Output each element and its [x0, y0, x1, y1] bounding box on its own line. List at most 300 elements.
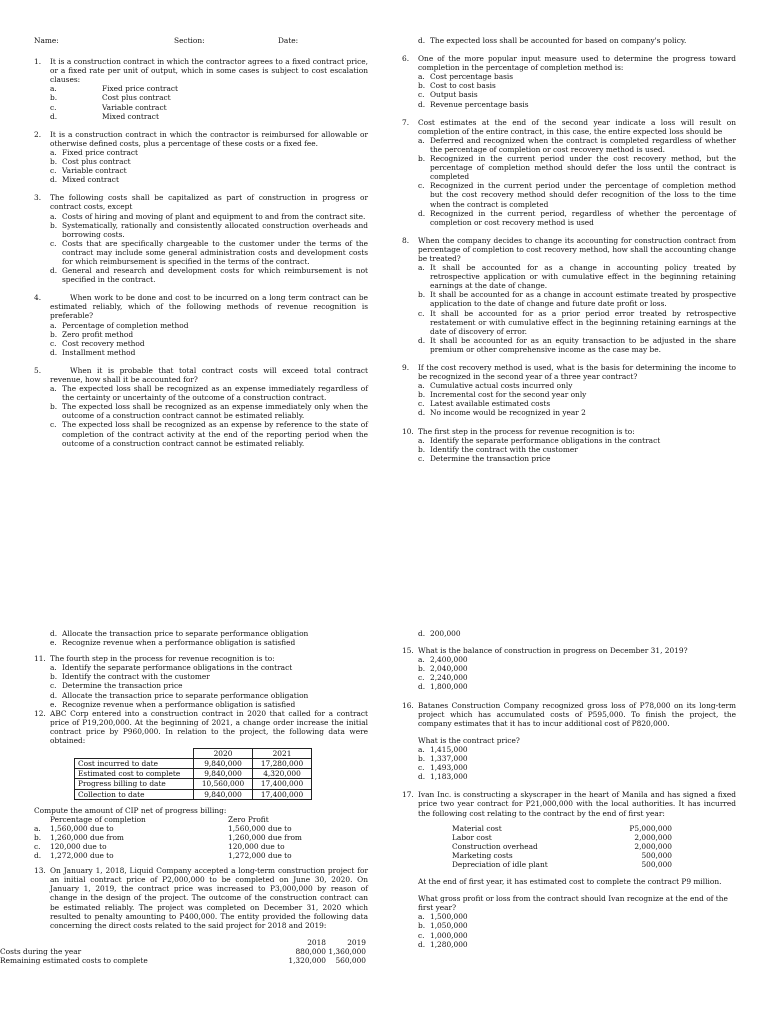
answer-option [50, 420, 368, 447]
option-letter: a. [418, 655, 425, 665]
option-text: Variable contract [102, 102, 167, 112]
option-text: 1,280,000 [430, 939, 468, 949]
answer-option [418, 921, 736, 930]
option-text: Recognized in the current period under the cost recovery method, but the percentage of completion method should defer the loss until the contract is completed [430, 154, 736, 182]
answer-choices [50, 663, 368, 708]
option-letter: e. [50, 699, 57, 709]
answer-option [50, 93, 368, 102]
question-number: 5. [34, 365, 42, 375]
option-text: 1,260,000 due from [228, 832, 302, 842]
cell-value: 9,840,000 [194, 769, 253, 779]
option-letter: b. [50, 220, 58, 230]
cell-value: 500,000 [641, 859, 672, 869]
option-text: Determine the transaction price [62, 681, 183, 691]
cell-value: 500,000 [641, 850, 672, 860]
option-text: Identify the contract with the customer [430, 444, 578, 454]
option-letter: b. [418, 664, 426, 674]
cell-value: 4,320,000 [253, 769, 312, 779]
cost-row [452, 833, 736, 842]
option-letter: a. [50, 384, 57, 394]
option-letter: c. [50, 681, 57, 691]
option-text: No income would be recognized in year 2 [430, 408, 586, 418]
answer-choices [418, 655, 736, 691]
option-text: Deferred and recognized when the contract is completed regardless of whether the percentage of completion or cost recovery method is used. [430, 135, 736, 154]
question-item [34, 654, 368, 709]
answer-option [418, 655, 736, 664]
cell-value: 2,000,000 [634, 832, 672, 842]
answer-choices [418, 381, 736, 417]
answer-option [50, 700, 368, 709]
answer-option [50, 239, 368, 266]
question-text: The following costs shall be capitalized as part of construction in progress or contract costs, except [50, 193, 368, 212]
option-letter: b. [418, 390, 426, 400]
row-label: Remaining estimated costs to complete [0, 956, 148, 965]
question-stem [34, 57, 368, 84]
option-text: 1,000,000 [430, 930, 468, 940]
option-text: Mixed contract [102, 111, 159, 121]
answer-option [50, 330, 368, 339]
answer-choices [418, 36, 736, 45]
section-label: Section: [174, 36, 205, 45]
question-text: The first step in the process for revenue recognition is to: [418, 426, 635, 436]
question-number: 9. [402, 363, 410, 372]
question-item [34, 57, 368, 121]
option-text: It shall be accounted for as a prior period error treated by retrospective restatement or with cumulative effect in the beginning retaining earnings at the date of discovery of error. [430, 308, 736, 336]
option-letter: d. [50, 175, 58, 185]
column-heading: Zero Profit [228, 814, 269, 824]
option-letter: c. [50, 102, 57, 112]
cost-row [452, 860, 736, 869]
question-item [34, 293, 368, 357]
answer-option [50, 663, 368, 672]
option-letter: a. [418, 72, 425, 82]
question-text: It is a construction contract in which the contractor agrees to a fixed contract price, or a fixed rate per unit of output, which in some cases is subject to cost escalation clauses: [50, 57, 368, 85]
answer-option [34, 842, 368, 851]
answer-option [418, 445, 736, 454]
continued-options [50, 629, 368, 647]
answer-option [418, 100, 736, 109]
question-number: 4. [34, 293, 42, 303]
option-letter: d. [50, 690, 58, 700]
option-letter: d. [34, 851, 42, 861]
row-label: Labor cost [452, 832, 492, 842]
option-text: Recognized in the current period, regardless of whether the percentage of completion or cost recovery method is used [430, 208, 736, 227]
cell-value: 9,840,000 [194, 759, 253, 769]
question-stem [402, 118, 736, 136]
question-item [402, 118, 736, 227]
question-text: ABC Corp entered into a construction contract in 2020 that called for a contract price of P19,200,000. At the beginning of 2021, a change order increase the initial contract price by P960,000. In relation to the project, the following data were obtained: [50, 708, 368, 746]
answer-option [50, 339, 368, 348]
option-text: 200,000 [430, 629, 461, 638]
continued-options [418, 629, 736, 638]
answer-option [418, 399, 736, 408]
answer-choices [418, 136, 736, 227]
row-label: Construction overhead [452, 841, 538, 851]
option-letter: d. [50, 347, 58, 357]
answer-option [418, 436, 736, 445]
question-number: 16. [402, 700, 414, 710]
answer-option [418, 309, 736, 336]
option-letter: a. [50, 84, 57, 94]
option-text: The expected loss shall be recognized as an expense by reference to the state of completion of the contract activity at the end of the reporting period when the outcome of a construction contract cannot be estimated reliably. [62, 420, 368, 448]
question-stem [402, 236, 736, 263]
option-text: Systematically, rationally and consistently allocated construction overheads and borrowing costs. [62, 220, 368, 239]
answer-option [418, 336, 736, 354]
question-number: 15. [402, 646, 414, 656]
cell-value: 10,560,000 [194, 779, 253, 789]
option-letter: a. [50, 320, 57, 330]
option-text: 2,040,000 [430, 664, 468, 674]
answer-choices [50, 84, 368, 120]
answer-option [50, 157, 368, 166]
answer-option [418, 772, 736, 781]
answer-option [50, 321, 368, 330]
question-stem [34, 130, 368, 148]
option-letter: c. [50, 166, 57, 176]
option-letter: b. [34, 832, 42, 842]
answer-option [418, 136, 736, 154]
option-letter: a. [50, 147, 57, 157]
option-letter: d. [418, 36, 426, 45]
question-item [402, 54, 736, 109]
table-header: 2020 [194, 749, 253, 759]
question-number: 1. [34, 57, 42, 67]
answer-option [50, 148, 368, 157]
question-text: Batanes Construction Company recognized gross loss of P78,000 on its long-term project which has accumulated costs of P595,000. To finish the project, the company estimates that it has to incur additional cost of P820,000. [418, 700, 736, 728]
cell-value: 880,000 [295, 946, 326, 956]
question-item [34, 130, 368, 185]
cost-row [452, 851, 736, 860]
row-label: Costs during the year [0, 946, 82, 956]
question-text: One of the more popular input measure used to determine the progress toward completion in the percentage of completion method is: [418, 54, 736, 73]
answer-option [50, 112, 368, 121]
cost-rows [0, 947, 368, 965]
row-label: Material cost [452, 823, 502, 833]
question-number: 13. [34, 866, 46, 876]
question-number: 17. [402, 790, 414, 800]
option-letter: b. [418, 754, 426, 764]
answer-option [418, 381, 736, 390]
question-text: When the company decides to change its accounting for construction contract from percentage of completion to cost recovery method, how shall the accounting change be treated? [418, 235, 736, 263]
cost-row [452, 842, 736, 851]
question-15 [402, 646, 736, 691]
question-item [34, 366, 368, 448]
table-row [75, 759, 312, 769]
answer-option [418, 181, 736, 208]
question-13 [0, 866, 368, 965]
answer-option [50, 166, 368, 175]
question-item [402, 646, 736, 691]
option-text: 1,272,000 due to [50, 851, 114, 861]
option-letter: a. [418, 135, 425, 145]
option-text: 1,260,000 due from [50, 832, 124, 842]
option-letter: b. [418, 154, 426, 164]
answer-option [418, 90, 736, 99]
option-text: Costs that are specifically chargeable to the customer under the terms of the contract may include some general administration costs and development costs for which reimbursement is specified in the terms of the contract. [62, 238, 368, 266]
answer-choices [418, 912, 736, 948]
option-letter: c. [418, 930, 425, 940]
option-letter: b. [50, 157, 58, 167]
answer-option [418, 673, 736, 682]
cost-row [452, 824, 736, 833]
answer-choices [34, 824, 368, 860]
option-text: Cost to cost basis [430, 81, 496, 91]
question-stem [34, 366, 368, 384]
row-label: Depreciation of idle plant [452, 859, 548, 869]
option-letter: a. [418, 744, 425, 754]
question-stem [402, 427, 736, 436]
answer-option [34, 833, 368, 842]
option-letter: b. [50, 672, 58, 682]
answer-option [50, 103, 368, 112]
answer-choices [418, 263, 736, 354]
option-letter: d. [418, 682, 426, 692]
answer-option [50, 629, 368, 638]
question-item [402, 236, 736, 354]
option-text: The expected loss shall be accounted for based on company's policy. [430, 36, 687, 45]
option-letter: c. [50, 238, 57, 248]
option-text: 1,493,000 [430, 763, 468, 773]
option-text: Recognize revenue when a performance obligation is satisfied [62, 699, 296, 709]
option-text: The expected loss shall be recognized as an expense immediately regardless of the certainty or uncertainty of the outcome of a construction contract. [62, 384, 368, 403]
answer-option [50, 84, 368, 93]
answer-option [50, 348, 368, 357]
date-label: Date: [278, 36, 299, 45]
answer-choices [418, 745, 736, 781]
option-text: 1,050,000 [430, 921, 468, 931]
row-label: Collection to date [75, 789, 194, 799]
cell-value: 2,000,000 [634, 841, 672, 851]
question-text: If the cost recovery method is used, what is the basis for determining the income to be recognized in the second year of a three year contract? [418, 363, 736, 382]
question-stem [402, 646, 736, 655]
top-left-questions [34, 57, 368, 448]
option-text: It shall be accounted for as a change in account estimate treated by prospective application to the date of change and future date profit or loss. [430, 290, 736, 309]
cell-value: 17,400,000 [253, 779, 312, 789]
answer-option [418, 154, 736, 181]
sub-question: What is the contract price? [418, 735, 520, 745]
answer-option [34, 851, 368, 860]
option-letter: d. [418, 99, 426, 109]
year-label: 2018 [307, 937, 326, 947]
answer-option [418, 763, 736, 772]
option-text: Fixed price contract [102, 84, 178, 94]
question-text: Ivan Inc. is constructing a skyscraper in the heart of Manila and has signed a fixed price two year contract for P21,000,000 with the local authorities. It has incurred the following cost relating to the contract by the end of first year: [418, 790, 736, 818]
answer-option [418, 682, 736, 691]
sub-question: What gross profit or loss from the contract should Ivan recognize at the end of the first year? [418, 894, 728, 913]
option-text: General and research and development costs for which reimbursement is not specified in the contract. [62, 266, 368, 285]
question-number: 6. [402, 54, 410, 64]
option-text: 1,337,000 [430, 754, 468, 764]
option-text: Identify the contract with the customer [62, 672, 210, 682]
table-row [75, 779, 312, 789]
compute-instruction: Compute the amount of CIP net of progress billing: [34, 805, 227, 815]
option-letter: d. [418, 629, 426, 638]
option-letter: c. [418, 763, 425, 773]
option-text: 2,400,000 [430, 655, 468, 665]
answer-option [50, 638, 368, 647]
question-text: It is a construction contract in which the contractor is reimbursed for allowable or otherwise defined costs, plus a percentage of these costs or a fixed fee. [50, 129, 368, 148]
answer-choices [418, 72, 736, 108]
answer-option [418, 263, 736, 290]
option-letter: a. [418, 263, 425, 273]
answer-choices [50, 321, 368, 357]
answer-option [50, 681, 368, 690]
answer-option [50, 221, 368, 239]
question-stem [34, 293, 368, 320]
option-text: Recognize revenue when a performance obligation is satisfied [62, 638, 296, 648]
table-row [75, 789, 312, 799]
answer-choices [418, 436, 736, 463]
answer-option [418, 912, 736, 921]
option-text: Cost plus contract [62, 157, 131, 167]
option-letter: c. [34, 841, 41, 851]
answer-option [418, 209, 736, 227]
option-text: Cumulative actual costs incurred only [430, 381, 573, 391]
option-text: Zero profit method [62, 329, 134, 339]
answer-option [50, 672, 368, 681]
question-17 [402, 790, 736, 948]
option-letter: b. [418, 290, 426, 300]
option-letter: d. [50, 111, 58, 121]
question-stem [34, 193, 368, 211]
option-letter: c. [418, 399, 425, 409]
answer-option [418, 290, 736, 308]
option-letter: a. [418, 381, 425, 391]
answer-option [50, 175, 368, 184]
row-label: Cost incurred to date [75, 759, 194, 769]
question-text: The fourth step in the process for revenue recognition is to: [50, 654, 275, 664]
question-stem [402, 54, 736, 72]
answer-choices [50, 148, 368, 184]
cell-value: 9,840,000 [194, 789, 253, 799]
answer-option [50, 384, 368, 402]
option-letter: a. [34, 823, 41, 833]
answer-option [418, 72, 736, 81]
question-text: What is the balance of construction in progress on December 31, 2019? [418, 646, 688, 656]
option-letter: b. [418, 921, 426, 931]
option-text: The expected loss shall be recognized as an expense immediately only when the outcome of a construction contract cannot be estimated reliably. [62, 402, 368, 421]
year-label: 2019 [347, 937, 366, 947]
question-number: 10. [402, 426, 414, 436]
question-11 [34, 654, 368, 709]
cell-value: 17,280,000 [253, 759, 312, 769]
question-16 [402, 701, 736, 782]
option-letter: b. [418, 444, 426, 454]
option-letter: b. [50, 93, 58, 103]
option-text: Determine the transaction price [430, 453, 551, 463]
cost-row [0, 947, 368, 956]
option-text: Identify the separate performance obligations in the contract [430, 435, 661, 445]
option-text: Latest available estimated costs [430, 399, 551, 409]
option-text: 1,560,000 due to [228, 823, 292, 833]
question-item [402, 427, 736, 463]
answer-option [50, 212, 368, 221]
option-text: Allocate the transaction price to separate performance obligation [62, 690, 309, 700]
question-number: 12. [34, 708, 46, 718]
row-label: Progress billing to date [75, 779, 194, 789]
bottom-right-column [402, 629, 736, 958]
cost-list [452, 824, 736, 869]
option-letter: d. [418, 772, 426, 782]
option-text: 1,500,000 [430, 912, 468, 922]
question-stem [34, 654, 368, 663]
answer-choices [50, 384, 368, 448]
question-number: 11. [34, 654, 46, 664]
option-letter: d. [418, 408, 426, 418]
name-label: Name: [34, 36, 59, 45]
question-number: 8. [402, 235, 410, 245]
option-letter: d. [418, 208, 426, 218]
estimate-note: At the end of first year, it has estimated cost to complete the contract P9 million. [418, 877, 722, 887]
option-letter: d. [418, 939, 426, 949]
option-text: It shall be accounted for as an equity transaction to be adjusted in the share premium or other comprehensive income as the case may be. [430, 335, 736, 354]
answer-option [418, 931, 736, 940]
option-text: Percentage of completion method [62, 320, 189, 330]
cell-value: 17,400,000 [253, 789, 312, 799]
option-text: Cost percentage basis [430, 72, 514, 82]
option-letter: c. [418, 308, 425, 318]
question-text: On January 1, 2018, Liquid Company accepted a long-term construction project for an initial contract price of P2,000,000 to be completed on June 30, 2020. On January 1, 2019, the contract price was increased to P3,000,000 by reason of change in the design of the project. The outcome of the construction contract can be estimated reliably. The project was completed on December 31, 2020 which resulted to penalty amounting to P400,000. The entity provided the following data concerning the direct costs related to the said project for 2018 and 2019: [50, 866, 368, 930]
answer-option [418, 408, 736, 417]
answer-option [418, 745, 736, 754]
cell-value: 560,000 [335, 956, 366, 965]
option-text: It shall be accounted for as a change in accounting policy treated by retrospective application or with cumulative effect in the beginning retaining earnings at the date of change. [430, 263, 736, 291]
option-letter: c. [418, 673, 425, 683]
option-text: Recognized in the current period under the percentage of completion method but the cost recovery method should defer recognition of the loss to the time when the contract is completed [430, 181, 736, 209]
option-text: Cost plus contract [102, 93, 171, 103]
bottom-left-column [0, 629, 368, 974]
year-header [286, 938, 368, 947]
option-text: Identify the separate performance obligations in the contract [62, 663, 293, 673]
answer-choices [50, 212, 368, 285]
answer-option [418, 390, 736, 399]
option-text: Incremental cost for the second year only [430, 390, 587, 400]
option-letter: c. [418, 453, 425, 463]
row-label: Estimated cost to complete [75, 769, 194, 779]
option-letter: a. [50, 663, 57, 673]
option-text: 1,800,000 [430, 682, 468, 692]
option-letter: c. [418, 181, 425, 191]
table-row [75, 769, 312, 779]
option-text: Costs of hiring and moving of plant and equipment to and from the contract site. [62, 211, 366, 221]
option-letter: e. [50, 638, 57, 648]
question-text: When it is probable that total contract costs will exceed total contract revenue, how shall it be accounted for? [50, 365, 368, 384]
option-text: 2,240,000 [430, 673, 468, 683]
question-item [34, 193, 368, 284]
question-text: When work to be done and cost to be incurred on a long term contract can be estimated reliably, which of the following methods of revenue recognition is preferable? [50, 293, 368, 321]
top-left-column [34, 36, 368, 457]
student-header [34, 36, 368, 45]
option-text: Revenue percentage basis [430, 99, 529, 109]
question-number: 2. [34, 129, 42, 139]
option-text: Installment method [62, 347, 136, 357]
option-text: 1,560,000 due to [50, 823, 114, 833]
option-letter: a. [50, 211, 57, 221]
option-letter: d. [50, 266, 58, 276]
option-letter: c. [418, 90, 425, 100]
question-text: Cost estimates at the end of the second year indicate a loss will result on completion of the entire contract, in this case, the entire expected loss should be [418, 117, 736, 136]
question-number: 3. [34, 193, 42, 203]
option-text: Allocate the transaction price to separate performance obligation [62, 629, 309, 638]
answer-option [418, 454, 736, 463]
question-item [402, 36, 736, 45]
option-text: Output basis [430, 90, 478, 100]
answer-option [50, 266, 368, 284]
answer-option [34, 824, 368, 833]
option-text: 120,000 due to [50, 841, 107, 851]
cost-row [0, 956, 368, 965]
option-text: 1,415,000 [430, 744, 468, 754]
